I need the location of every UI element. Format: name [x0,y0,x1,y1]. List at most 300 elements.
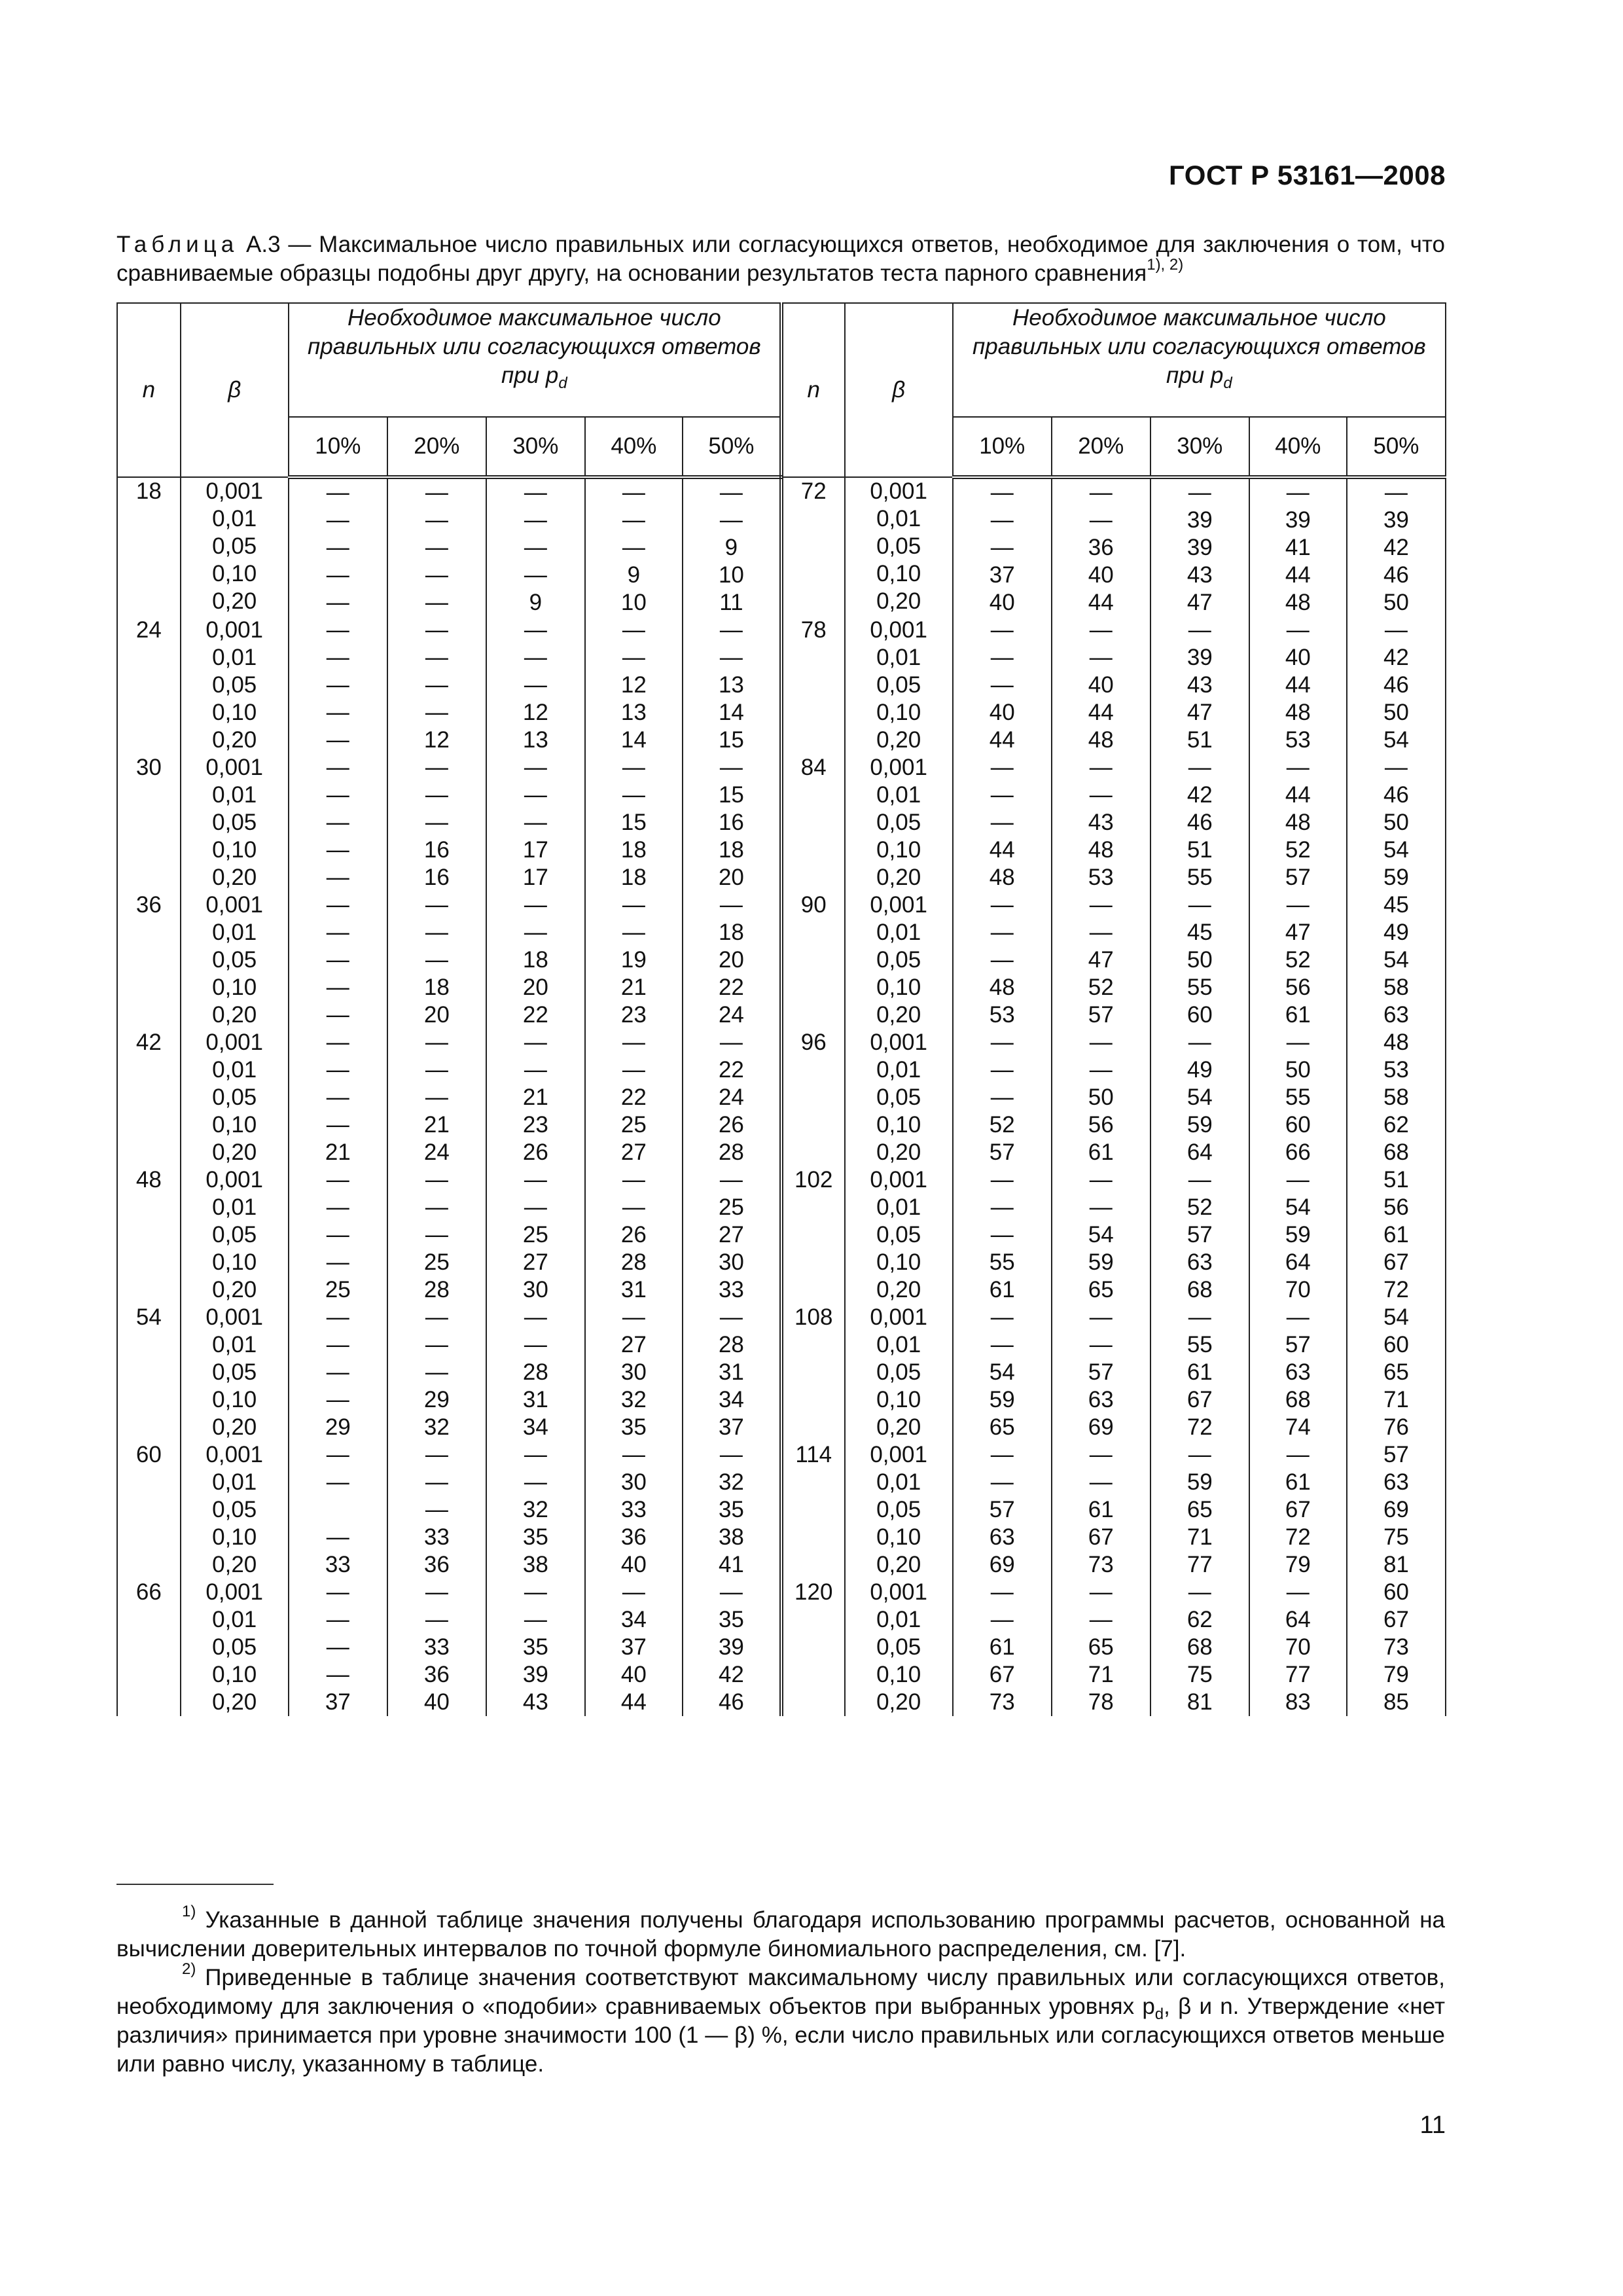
table-caption-text: — Максимальное число правильных или согласующихся ответов, необходимое для заключения о том, что сравниваемые образцы подобны друг другу, на основании результатов теста парного сравнения [116,232,1445,286]
cell-n-line: 18 [135,478,162,504]
cell-value-line: 79 [1285,1552,1311,1577]
cell-n [781,891,845,1029]
cell-n-line: 42 [135,1030,162,1055]
header-group-left [289,303,781,417]
cell-beta-line: 0,20 [212,588,257,614]
cell-value-line: — [524,645,547,670]
cell-value-line: — [326,1607,349,1632]
cell-beta-line: 0,001 [205,1167,264,1193]
cell-value-line: 55 [989,1249,1015,1275]
table-body [117,477,1446,1716]
cell-value-line: 30 [718,1249,744,1275]
cell-value-line: — [990,617,1014,643]
cell-value-line: — [990,1057,1014,1083]
cell-value-line: — [1089,480,1113,505]
cell-value-line: 73 [1383,1634,1409,1660]
cell-value [1052,1579,1150,1716]
cell-value-line: — [1286,892,1310,918]
cell-value-line: 12 [522,700,548,725]
cell-value-line: 35 [522,1634,548,1660]
cell-value-line: 40 [1088,562,1114,588]
cell-value-line: 39 [1186,535,1213,560]
cell-value [289,1029,387,1166]
table-number: А.3 [246,232,281,257]
cell-value [1249,477,1347,617]
cell-value-line: — [326,1112,349,1138]
cell-value-line: 58 [1383,1085,1409,1110]
cell-value-line: — [1384,755,1408,780]
cell-value-line: 71 [1383,1387,1409,1412]
cell-n-line: 48 [135,1167,162,1193]
cell-beta-line: 0,05 [212,1634,257,1660]
cell-value-line: — [1089,1442,1113,1467]
cell-value-line: 62 [1186,1607,1213,1632]
cell-value-line: 26 [620,1222,647,1247]
cell-value-line: 61 [989,1277,1015,1302]
cell-value-line: 37 [718,1414,744,1440]
footnote-2-text: Приведенные в таблице значения соответствуют максимальному числу правильных или согласующихся ответов, необходимому для заключения о «подобии» сравниваемых объектов при выбранных уровнях $p_d$, β и n. Утверждение «нет различия» принимается при уровне значимости 100 (1 — β) %, если число правильных или согласующихся ответов меньше или равно числу, указанному в таблице. [116,1965,1445,2077]
cell-beta-line: 0,20 [212,1552,257,1577]
cell-value [387,477,486,617]
cell-value-line: — [1286,1442,1310,1467]
cell-value-line: 69 [1383,1497,1409,1522]
cell-value-line: — [1089,1304,1113,1330]
cell-value-line: 31 [522,1387,548,1412]
cell-value [486,1579,585,1716]
cell-value-line: — [326,892,349,918]
cell-beta-line: 0,20 [212,1689,257,1715]
cell-value-line: — [425,1442,448,1467]
cell-value-line: — [425,810,448,835]
cell-value-line: 70 [1285,1634,1311,1660]
cell-value [585,617,683,754]
cell-value-line: — [425,645,448,670]
cell-value-line: 15 [718,782,744,808]
cell-value-line: 44 [1285,782,1311,808]
cell-value [953,1441,1052,1579]
cell-value-line: 38 [718,1524,744,1550]
cell-value [1347,1441,1446,1579]
cell-value-line: 35 [718,1497,744,1522]
table-row [117,754,1446,891]
cell-value-line: 40 [1088,672,1114,698]
cell-value-line: 55 [1186,1332,1213,1357]
cell-value-line: 52 [1186,1194,1213,1220]
cell-value-line: — [524,1442,547,1467]
cell-n-line: 108 [794,1304,833,1330]
cell-beta-line: 0,01 [212,1057,257,1083]
cell-value-line: — [622,1579,645,1605]
cell-value [1249,1579,1347,1716]
cell-value-line: — [622,892,645,918]
cell-value-line: — [524,672,547,698]
cell-value [683,1579,781,1716]
cell-value-line: 36 [423,1552,450,1577]
cell-beta-line: 0,10 [876,1662,921,1687]
cell-value-line: 13 [718,672,744,698]
cell-value-line: — [425,672,448,698]
cell-beta-line: 0,10 [212,1387,257,1412]
cell-value-line: 28 [423,1277,450,1302]
cell-n-line: 90 [800,892,827,918]
cell-value-line: 60 [1285,1112,1311,1138]
cell-value-line: 50 [1186,947,1213,973]
cell-value-line: 59 [1088,1249,1114,1275]
cell-value-line: — [524,1030,547,1055]
cell-value-line: — [326,617,349,643]
cell-value [1347,891,1446,1029]
cell-value-line: — [1188,1442,1211,1467]
cell-value-line: 47 [1186,590,1213,615]
cell-value-line: — [1286,1030,1310,1055]
cell-value-line: 22 [718,975,744,1000]
cell-value-line: — [326,865,349,890]
cell-value-line: 53 [989,1002,1015,1028]
cell-value-line: 28 [718,1332,744,1357]
cell-value-line: 54 [1383,947,1409,973]
cell-value-line: 51 [1186,727,1213,753]
cell-value-line: — [524,892,547,918]
cell-n-line: 30 [135,755,162,780]
cell-value-line: — [990,1442,1014,1467]
header-beta-right: β [845,303,953,477]
cell-value-line: — [326,507,349,533]
cell-value [1347,1304,1446,1441]
cell-value-line: — [1089,1057,1113,1083]
cell-value [953,1029,1052,1166]
cell-value-line: 14 [718,700,744,725]
cell-value-line: — [622,1167,645,1193]
table-row [117,1579,1446,1716]
cell-value-line: — [990,1167,1014,1193]
cell-n [781,1304,845,1441]
cell-value-line: — [524,782,547,808]
cell-value-line: 29 [325,1414,351,1440]
cell-value-line: — [1089,1030,1113,1055]
cell-value-line: 40 [989,590,1015,615]
cell-beta-line: 0,01 [212,1332,257,1357]
cell-value-line: — [326,1524,349,1550]
cell-value-line: 48 [1285,590,1311,615]
cell-beta-line: 0,20 [876,1139,921,1165]
cell-value-line: 28 [522,1359,548,1385]
cell-beta [845,1579,953,1716]
cell-value-line: — [524,480,547,505]
cell-value-line: 33 [620,1497,647,1522]
cell-beta [845,754,953,891]
cell-value-line: 9 [529,590,543,615]
cell-value-line: — [1089,1607,1113,1632]
cell-value [1249,891,1347,1029]
header-n-left: n [117,303,181,477]
cell-beta-line: 0,01 [876,1469,921,1495]
cell-value-line: 54 [1383,837,1409,863]
cell-value-line: 33 [718,1277,744,1302]
cell-beta [181,617,289,754]
cell-value-line: — [990,920,1014,945]
cell-value-line: — [326,1359,349,1385]
cell-value-line: — [990,1222,1014,1247]
cell-n-line: 60 [135,1442,162,1467]
cell-value [585,891,683,1029]
cell-value-line: 67 [1285,1497,1311,1522]
cell-beta-line: 0,001 [870,1030,927,1055]
cell-value-line: 37 [325,1689,351,1715]
header-pct-right-20: 20% [1052,417,1150,477]
cell-beta-line: 0,10 [212,561,257,586]
cell-value [387,754,486,891]
cell-value-line: — [326,562,349,588]
cell-beta-line: 0,10 [876,975,921,1000]
cell-value-line: 59 [1186,1112,1213,1138]
cell-value [1347,754,1446,891]
cell-value [953,1304,1052,1441]
cell-beta [181,477,289,617]
cell-beta-line: 0,01 [876,1607,921,1632]
cell-value-line: 59 [1285,1222,1311,1247]
cell-value-line: 48 [989,975,1015,1000]
cell-value [486,617,585,754]
cell-beta-line: 0,05 [876,810,921,835]
cell-value-line: 20 [718,865,744,890]
cell-beta-line: 0,05 [212,1085,257,1110]
cell-value-line: 50 [1088,1085,1114,1110]
cell-value-line: — [1089,920,1113,945]
cell-value-line: 48 [1088,727,1114,753]
cell-value-line: 48 [1285,700,1311,725]
cell-value-line: 68 [1285,1387,1311,1412]
cell-beta-line: 0,05 [212,947,257,973]
cell-value-line: 33 [423,1524,450,1550]
cell-value-line: 54 [989,1359,1015,1385]
cell-value [585,1029,683,1166]
cell-value-line: 65 [989,1414,1015,1440]
cell-value-line: 43 [1088,810,1114,835]
cell-value-line: 18 [620,865,647,890]
cell-n [117,1304,181,1441]
cell-beta-line: 0,10 [212,975,257,1000]
cell-value-line: — [622,755,645,780]
cell-value [1249,1441,1347,1579]
cell-value [1249,754,1347,891]
cell-value-line: 28 [718,1139,744,1165]
cell-value [683,754,781,891]
cell-value [683,1166,781,1304]
cell-value [1150,617,1249,754]
cell-value-line: — [990,1332,1014,1357]
cell-value-line: 54 [1186,1085,1213,1110]
cell-value-line: — [524,1579,547,1605]
cell-value-line: 16 [423,837,450,863]
table-row [117,477,1446,617]
cell-value-line: 48 [989,865,1015,890]
cell-value-line: 22 [620,1085,647,1110]
cell-value-line: 71 [1088,1662,1114,1687]
cell-n-line: 24 [135,617,162,643]
cell-value-line: — [425,920,448,945]
caption-footnote-refs: 1), 2) [1147,256,1184,274]
cell-value-line: 54 [1088,1222,1114,1247]
cell-value-line: 36 [1088,535,1114,560]
cell-value-line: 42 [1186,782,1213,808]
cell-beta-line: 0,20 [876,1689,921,1715]
cell-value [486,754,585,891]
cell-value-line: — [719,645,743,670]
cell-value-line: — [425,1167,448,1193]
cell-value-line: — [990,480,1014,505]
header-group-line3: при $p_d$ [1166,363,1232,392]
cell-value-line: 55 [1285,1085,1311,1110]
cell-n [117,754,181,891]
cell-value-line: 68 [1186,1277,1213,1302]
cell-beta-line: 0,05 [876,1634,921,1660]
cell-value-line: — [990,507,1014,533]
cell-value-line: 39 [1285,507,1311,533]
cell-beta-line: 0,01 [876,645,921,670]
cell-value-line: 53 [1285,727,1311,753]
cell-value-line: — [425,700,448,725]
cell-beta-line: 0,001 [870,1442,927,1467]
cell-value-line: 25 [522,1222,548,1247]
cell-beta-line: 0,001 [870,892,927,918]
cell-value [289,1304,387,1441]
cell-value-line: 30 [620,1469,647,1495]
cell-value-line: 50 [1383,700,1409,725]
cell-value [953,617,1052,754]
cell-value-line: 61 [1088,1139,1114,1165]
cell-value [486,1441,585,1579]
cell-value-line: 24 [423,1139,450,1165]
cell-value-line [289,1496,387,1524]
footnote-1 [116,1903,1445,1964]
cell-value [486,1166,585,1304]
header-pct-left-20: 20% [387,417,486,477]
cell-value-line: 44 [1285,672,1311,698]
cell-value [683,1304,781,1441]
cell-beta [845,1441,953,1579]
cell-beta [181,1166,289,1304]
cell-value-line: — [622,782,645,808]
cell-value-line: — [1188,1579,1211,1605]
cell-value-line: — [1286,1304,1310,1330]
cell-value [387,1441,486,1579]
cell-value-line: 63 [1383,1002,1409,1028]
cell-value-line: 26 [718,1112,744,1138]
cell-value-line: 44 [620,1689,647,1715]
cell-value-line: — [990,892,1014,918]
cell-beta-line: 0,05 [212,533,257,559]
cell-value-line: — [990,672,1014,698]
cell-value-line: — [524,1304,547,1330]
cell-value-line: — [719,755,743,780]
cell-beta-line: 0,001 [205,755,264,780]
cell-value-line: 63 [989,1524,1015,1550]
cell-beta-line: 0,20 [876,865,921,890]
cell-value-line: — [326,1442,349,1467]
cell-value [1249,1304,1347,1441]
cell-value-line: 39 [1383,507,1409,533]
cell-value-line: — [425,1057,448,1083]
cell-beta-line: 0,001 [870,1167,927,1193]
cell-beta-line: 0,10 [876,1387,921,1412]
cell-value-line: — [1089,755,1113,780]
cell-value-line: 36 [620,1524,647,1550]
cell-value-line: — [425,535,448,560]
cell-value-line: 27 [620,1332,647,1357]
cell-beta-line: 0,20 [212,1002,257,1028]
cell-beta-line: 0,01 [212,1194,257,1220]
cell-value-line: 56 [1088,1112,1114,1138]
cell-value-line: 38 [522,1552,548,1577]
cell-beta-line: 0,05 [876,533,921,559]
cell-value [1249,1166,1347,1304]
header-group-right [953,303,1446,417]
cell-value-line: 12 [423,727,450,753]
cell-value-line: — [326,1634,349,1660]
cell-n [781,477,845,617]
cell-beta-line: 0,20 [876,1414,921,1440]
cell-value-line: — [990,1304,1014,1330]
cell-value-line: 39 [522,1662,548,1687]
cell-beta-line: 0,20 [212,727,257,753]
cell-value-line: 64 [1186,1139,1213,1165]
cell-value-line: — [326,1387,349,1412]
cell-value [585,1166,683,1304]
cell-value-line: 61 [989,1634,1015,1660]
cell-value-line: 79 [1383,1662,1409,1687]
cell-value-line: — [326,755,349,780]
cell-value-line: — [622,535,645,560]
cell-value-line: 32 [423,1414,450,1440]
cell-beta-line: 0,01 [876,1194,921,1220]
cell-value-line: — [524,1607,547,1632]
cell-beta-line: 0,05 [212,1497,257,1522]
cell-value-line: 52 [1285,947,1311,973]
cell-value-line: — [524,755,547,780]
cell-value-line: — [326,1579,349,1605]
cell-beta-line: 0,10 [876,700,921,725]
cell-value-line: 10 [718,562,744,588]
cell-value-line: 34 [620,1607,647,1632]
cell-value-line: 63 [1186,1249,1213,1275]
cell-value-line: — [719,507,743,533]
cell-beta-line: 0,10 [212,1524,257,1550]
cell-value [585,1304,683,1441]
cell-beta [181,1029,289,1166]
cell-value-line: 48 [1285,810,1311,835]
cell-value [289,1166,387,1304]
cell-value-line: — [990,947,1014,973]
cell-value-line: 15 [718,727,744,753]
cell-value-line: — [1286,480,1310,505]
cell-beta-line: 0,10 [876,561,921,586]
cell-value-line: 61 [1285,1469,1311,1495]
cell-value-line: — [1384,480,1408,505]
cell-beta [181,754,289,891]
cell-value-line: 21 [522,1085,548,1110]
cell-value-line: 32 [718,1469,744,1495]
cell-value-line: 43 [1186,562,1213,588]
table-row [117,1441,1446,1579]
cell-value-line: 46 [1383,562,1409,588]
footnote-2 [116,1960,1445,2079]
header-n-right: n [781,303,845,477]
cell-beta [845,617,953,754]
cell-value-line: 54 [1383,727,1409,753]
cell-value-line: 17 [522,837,548,863]
cell-value-line: 39 [1186,645,1213,670]
cell-value-line: 21 [325,1139,351,1165]
